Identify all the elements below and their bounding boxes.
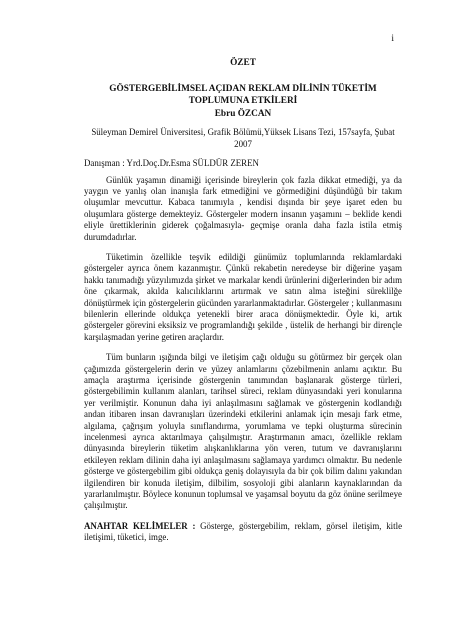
section-heading: ÖZET: [230, 58, 256, 68]
keywords: [84, 521, 402, 544]
abstract-paragraph-2: Tüketimin özellikle teşvik edildiği günümüz toplumlarında reklamlardaki göstergeler ayrıca önem kazanmıştır. Çünkü rekabetin neredeyse bir diğerine yaşam hakkı tanımadığı yüzyılımızda şirket ve markalar kendi ürünlerini diğerlerinden bir adım öne çıkarmak, akılda kalıcılıklarını artırmak ve satın alma isteğini süreklilğe dönüştürmek için göstergelerin gücünden yararlanmaktadırlar. Göstergeler ; kullanmasını bilenlerin ellerinde oldukça yetenekli birer araca dönüşmektedir. Öyle ki, artık göstergeler görevini eksiksiz ve programlandığı şekilde , üstelik de herhangi bir dirençle karşılaşmadan yerine getiren araçlardır.: [84, 251, 402, 342]
page-number: i: [391, 34, 394, 44]
abstract-content: [84, 0, 402, 544]
author-name: Ebru ÖZCAN: [214, 109, 272, 119]
abstract-paragraph-3: Tüm bunların ışığında bilgi ve iletişim çağı olduğu su götürmez bir gerçek olan çağımızda göstergelerin derin ve yüzey anlamlarını çözebilmenin anlamı açıktır. Bu amaçla araştırma içerisinde göstergenin tanımından başlanarak gösterge türleri, göstergebilimin kullanım alanları, tarihsel süreci, reklam dünyasındaki yeri konularına yer verilmiştir. Konunun daha iyi anlaşılmasını sağlamak ve göstergenin kodlandığı andan itibaren insan davranışları üzerindeki etkilerini anlamak için mesajı fark etme, algılama, çağrışım yoluyla sınıflandırma, yorumlama ve tepki oluşturma sürecinin incelenmesi ayrıca aktarılmaya çalışılmıştır. Araştırmanın amacı, özellikle reklam dünyasında bireylerin tüketim alışkanlıklarına yön veren, tutum ve davranışlarını etkileyen reklam dilinin daha iyi anlaşılmasını sağlamaya yardımcı olmaktır. Bu nedenle gösterge ve göstergebilim gibi oldukça geniş dolayısıyla da bir çok bilim dalını yakından ilgilendiren bir konuda iletişim, dilbilim, sosyoloji gibi alanların kaynaklarından da yararlanılmıştır. Böylece konunun toplumsal ve yaşamsal boyutu da göz önüne serilmeye çalışılmıştır.: [84, 352, 402, 511]
thesis-title: GÖSTERGEBİLİMSEL AÇIDAN REKLAM DİLİNİN TÜKETİM TOPLUMUNA ETKİLERİ: [109, 84, 377, 106]
advisor: Danışman : Yrd.Doç.Dr.Esma SÜLDÜR ZEREN: [84, 158, 259, 168]
affiliation: Süleyman Demirel Üniversitesi, Grafik Bölümü,Yüksek Lisans Tezi, 157sayfa, Şubat 2007: [91, 127, 395, 149]
keywords-text: Gösterge, göstergebilim, reklam, görsel iletişim, kitle iletişimi, tüketici, imge.: [84, 520, 403, 543]
abstract-paragraph-1: Günlük yaşamın dinamiği içerisinde bireylerin çok fazla dikkat etmediği, ya da yaygın ve yanlış olan inanışla fark etmediğini ve görmediğini düşündüğü bir takım oluşumlar mevcuttur. Kabaca tanımıyla , kendisi dışında bir şeye işaret eden bu oluşumlara gösterge demekteyiz. Göstergeler modern insanın yaşamını – beklide kendi eliyle ürettiklerinin giderek çoğalmasıyla- geçmişe oranla daha fazla istila etmiş durumdadırlar.: [84, 174, 402, 242]
keywords-label: ANAHTAR KELİMELER :: [84, 520, 196, 531]
